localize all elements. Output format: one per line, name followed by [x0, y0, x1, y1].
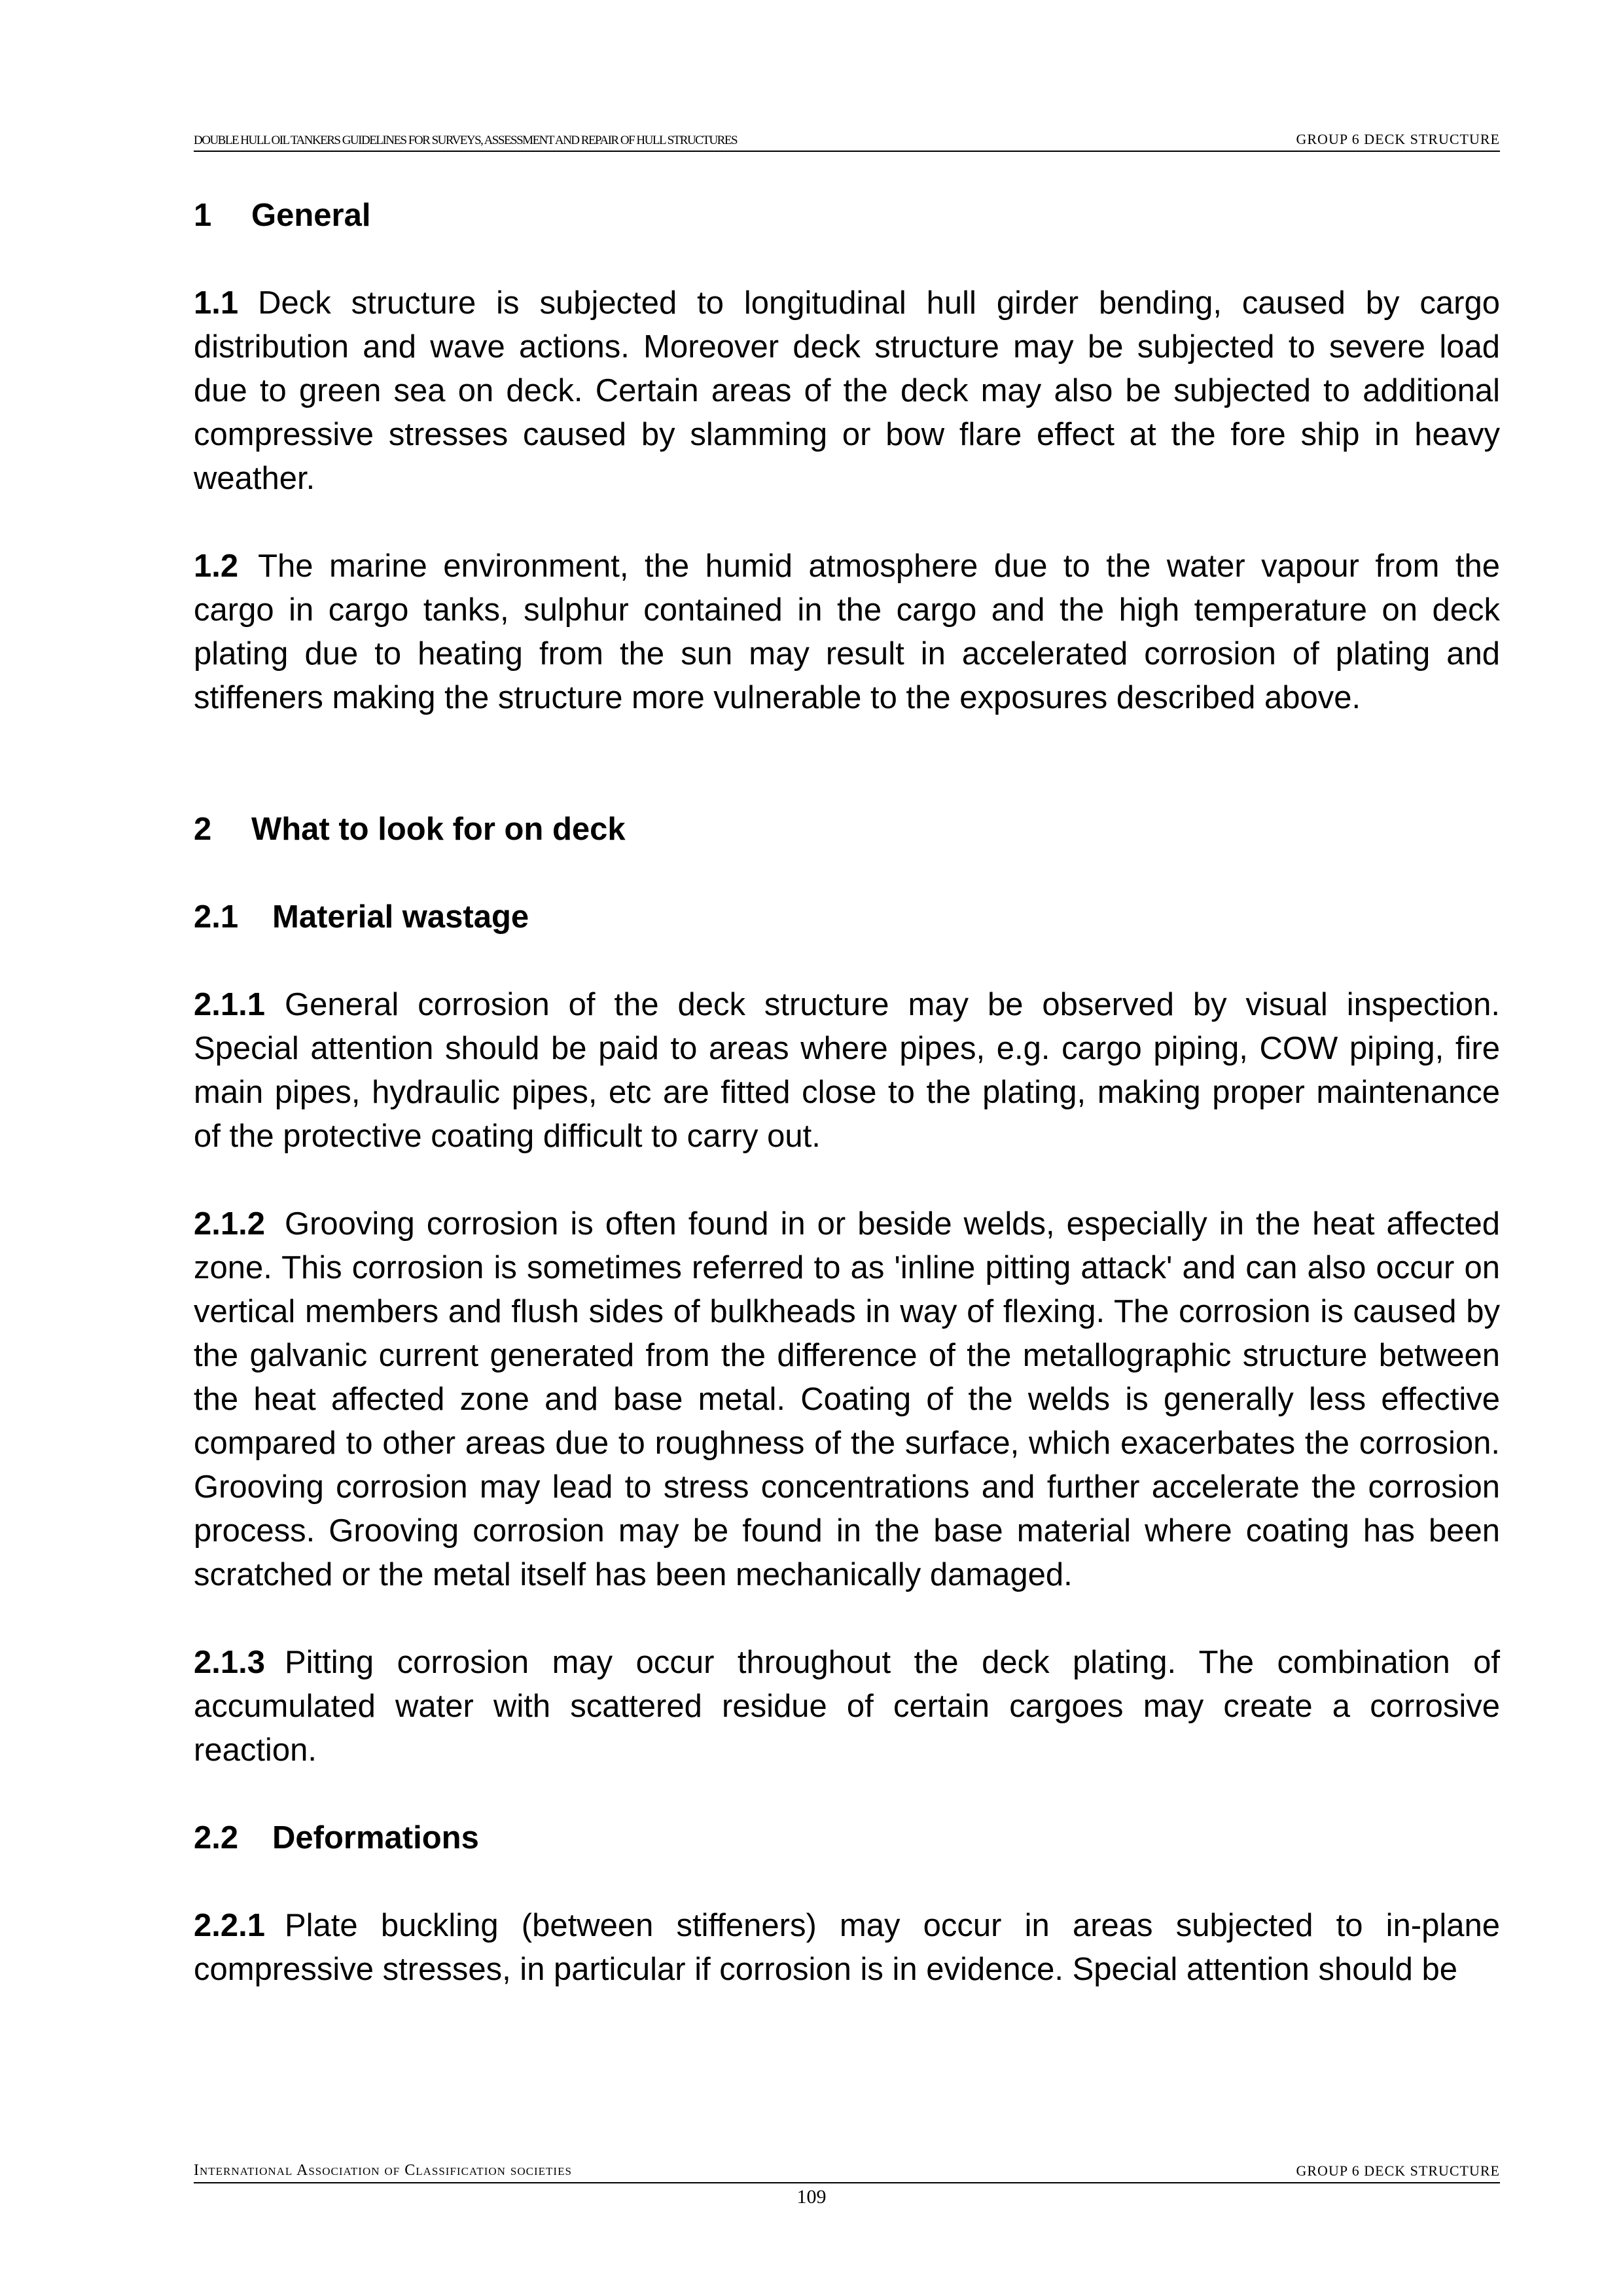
section-title: What to look for on deck: [251, 812, 626, 847]
paragraph-2-1-2: [194, 1202, 1500, 1597]
paragraph-2-1-1: [194, 983, 1500, 1158]
section-heading-1: [194, 194, 1500, 238]
paragraph-text: Pitting corrosion may occur throughout the deck plating. The combination of accumulated water with scattered residue of certain cargoes may create a corrosive reaction.: [194, 1645, 1500, 1768]
subsection-heading-2-2: [194, 1816, 1500, 1860]
header-group-title: GROUP 6 DECK STRUCTURE: [1296, 131, 1500, 147]
paragraph-text: Grooving corrosion is often found in or beside welds, especially in the heat affected zone. This corrosion is sometimes referred to as 'inline pitting attack' and can also occur on vertical members and flush sides of bulkheads in way of flexing. The corrosion is caused by the galvanic current generated from the difference of the metallographic structure between the heat affected zone and base metal. Coating of the welds is generally less effective compared to other areas due to roughness of the surface, which exacerbates the corrosion. Grooving corrosion may lead to stress concentrations and further accelerate the corrosion process. Grooving corrosion may be found in the base material where coating has been scratched or the metal itself has been mechanically damaged.: [194, 1206, 1500, 1592]
section-number: 1: [194, 198, 212, 233]
paragraph-number: 1.2: [194, 548, 239, 584]
paragraph-2-2-1: [194, 1904, 1500, 1992]
section-number: 2: [194, 812, 212, 847]
paragraph-1-2: [194, 545, 1500, 720]
paragraph-text: The marine environment, the humid atmosphere due to the water vapour from the cargo in cargo tanks, sulphur contained in the cargo and the high temperature on deck plating due to heating from the sun may result in accelerated corrosion of plating and stiffeners making the structure more vulnerable to the exposures described above.: [194, 548, 1500, 715]
paragraph-number: 2.1.2: [194, 1206, 265, 1242]
paragraph-number: 2.2.1: [194, 1908, 265, 1943]
document-body: [194, 194, 1500, 1992]
paragraph-number: 1.1: [194, 285, 239, 321]
paragraph-1-1: [194, 281, 1500, 501]
section-number: 2.2: [194, 1820, 239, 1856]
section-title: Material wastage: [272, 899, 529, 935]
paragraph-text: Deck structure is subjected to longitudinal hull girder bending, caused by cargo distribution and wave actions. Moreover deck structure may be subjected to severe load due to green sea on deck. Certain areas of the deck may also be subjected to additional compressive stresses caused by slamming or bow flare effect at the fore ship in heavy weather.: [194, 285, 1500, 496]
page-number: 109: [796, 2186, 827, 2208]
paragraph-number: 2.1.3: [194, 1645, 265, 1680]
paragraph-2-1-3: [194, 1641, 1500, 1772]
running-footer: [194, 2160, 1500, 2183]
section-heading-2: [194, 808, 1500, 852]
section-title: Deformations: [272, 1820, 479, 1856]
footer-group-title: GROUP 6 DECK STRUCTURE: [1296, 2162, 1500, 2179]
subsection-heading-2-1: [194, 895, 1500, 939]
paragraph-text: Plate buckling (between stiffeners) may occur in areas subjected to in-plane compressive stresses, in particular if corrosion is in evidence. Special attention should be: [194, 1908, 1500, 1987]
header-document-title: DOUBLE HULL OIL TANKERS GUIDELINES FOR SURVEYS, ASSESSMENT AND REPAIR OF HULL STRUCTURES: [194, 134, 738, 147]
footer-organization: International Association of Classification societies: [194, 2162, 572, 2179]
running-header: [194, 128, 1500, 152]
section-number: 2.1: [194, 899, 239, 935]
paragraph-number: 2.1.1: [194, 987, 265, 1022]
paragraph-text: General corrosion of the deck structure may be observed by visual inspection. Special attention should be paid to areas where pipes, e.g. cargo piping, COW piping, fire main pipes, hydraulic pipes, etc are fitted close to the plating, making proper maintenance of the protective coating difficult to carry out.: [194, 987, 1500, 1154]
section-title: General: [251, 198, 371, 233]
